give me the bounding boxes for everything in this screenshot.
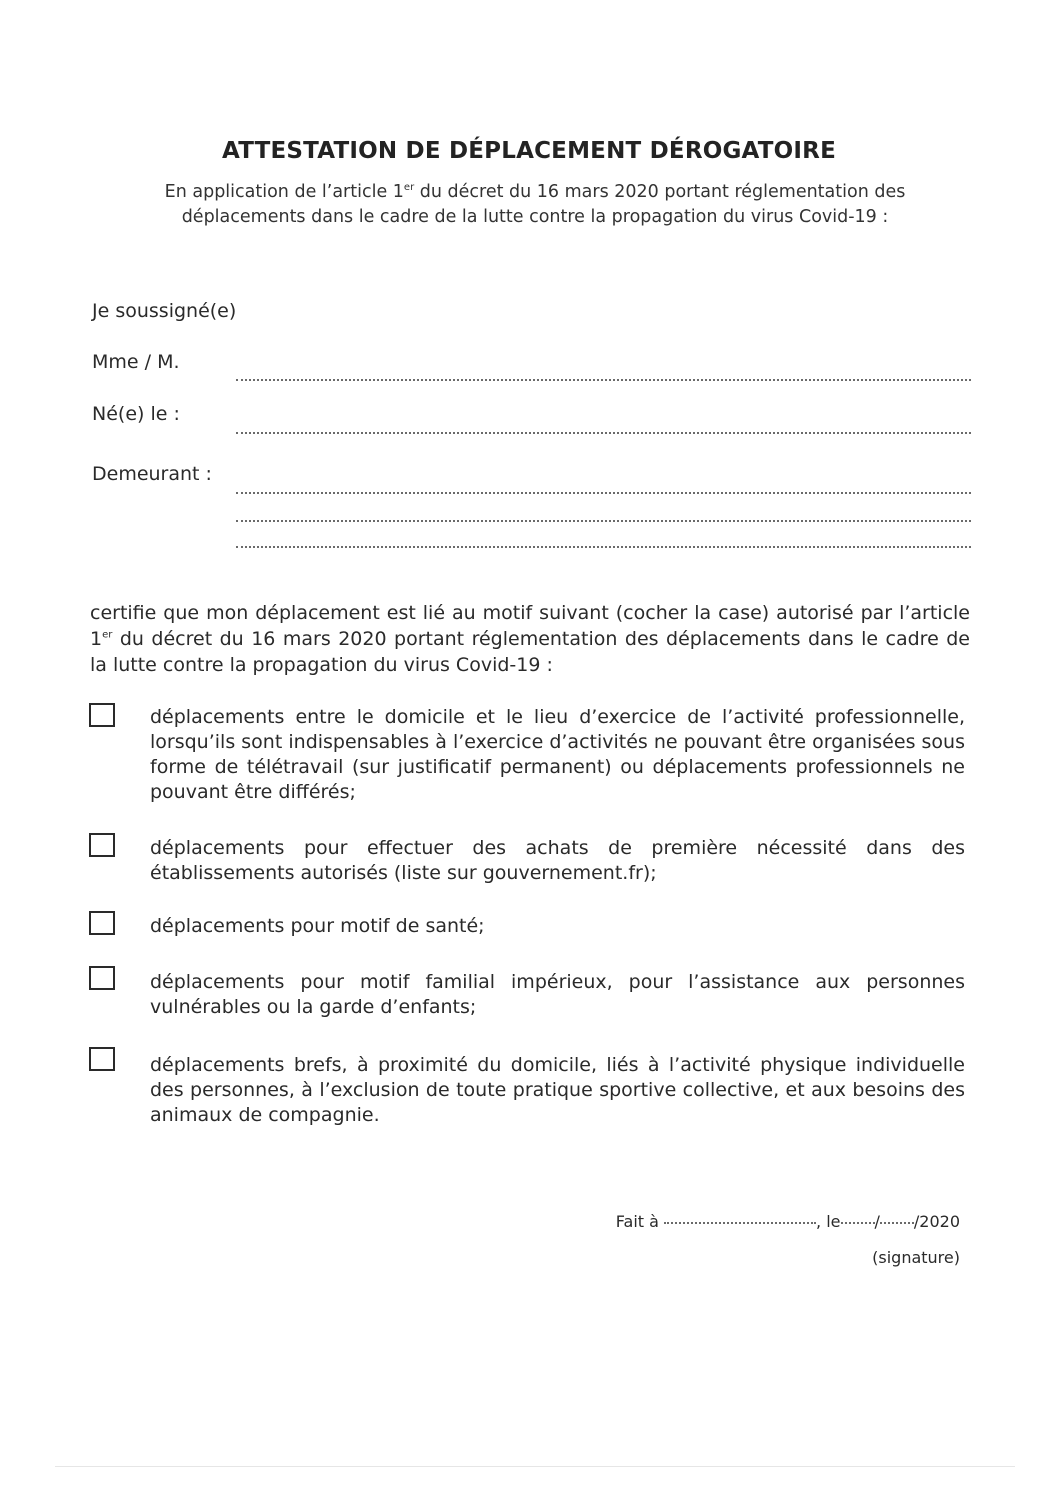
reason-checkbox-family[interactable]: [89, 966, 115, 990]
reason-checkbox-shopping[interactable]: [89, 833, 115, 857]
reason-checkbox-work[interactable]: [89, 703, 115, 727]
name-label: Mme / M.: [92, 351, 180, 373]
certification-text-end: du décret du 16 mars 2020 portant réglementation des déplacements dans le cadre de la lutte contre la propagation du virus Covid-19 :: [90, 628, 970, 676]
certification-paragraph: [90, 600, 970, 678]
address-field-line-3[interactable]: [236, 546, 971, 548]
subtitle-text-end: du décret du 16 mars 2020 portant réglementation des déplacements dans le cadre de la lutte contre la propagation du virus Covid-19 :: [181, 182, 906, 227]
reason-checkbox-health[interactable]: [89, 911, 115, 935]
date-year: /2020: [913, 1212, 960, 1231]
undersigned-label: Je soussigné(e): [92, 300, 237, 322]
address-label: Demeurant :: [92, 463, 212, 485]
name-field[interactable]: [236, 379, 971, 381]
reason-checkbox-exercise[interactable]: [89, 1047, 115, 1071]
subtitle-text-start: En application de l’article 1: [164, 182, 404, 202]
document-title: ATTESTATION DE DÉPLACEMENT DÉROGATOIRE: [221, 138, 836, 164]
birth-date-field[interactable]: [236, 432, 971, 434]
reason-text-shopping: déplacements pour effectuer des achats de première nécessité dans des établissements autorisés (liste sur gouvernement.fr);: [150, 837, 965, 884]
subtitle-superscript: er: [403, 182, 415, 194]
birth-date-label: Né(e) le :: [92, 403, 180, 425]
document-subtitle: [130, 180, 940, 230]
done-at-place-field[interactable]: [664, 1222, 816, 1224]
page-bottom-divider: [55, 1466, 1015, 1467]
date-separator: /: [874, 1212, 880, 1231]
address-field-line-1[interactable]: [236, 492, 971, 494]
date-month-field[interactable]: [880, 1222, 914, 1224]
date-day-field[interactable]: [841, 1222, 875, 1224]
certification-superscript: er: [102, 629, 113, 641]
reason-text-work: déplacements entre le domicile et le lieu d’exercice de l’activité professionnelle, lorsqu’ils sont indispensables à l’exercice d’activités ne pouvant être organisées sous forme de télétravail (sur justificatif permanent) ou déplacements professionnels ne pouvant être différés;: [150, 706, 965, 803]
certification-text-start: certifie que mon déplacement est lié au motif suivant (cocher la case) autorisé par l’article 1: [90, 602, 970, 650]
address-field-line-2[interactable]: [236, 520, 971, 522]
signature-label: (signature): [872, 1248, 960, 1267]
reason-text-exercise: déplacements brefs, à proximité du domicile, liés à l’activité physique individuelle des personnes, à l’exclusion de toute pratique sportive collective, et aux besoins des animaux de compagnie.: [150, 1054, 965, 1126]
reason-text-health: déplacements pour motif de santé;: [150, 915, 485, 937]
date-prefix: , le: [816, 1212, 841, 1231]
done-at-line: [616, 1212, 960, 1231]
reason-text-family: déplacements pour motif familial impérieux, pour l’assistance aux personnes vulnérables ou la garde d’enfants;: [150, 971, 965, 1018]
done-at-label: Fait à: [615, 1212, 659, 1231]
